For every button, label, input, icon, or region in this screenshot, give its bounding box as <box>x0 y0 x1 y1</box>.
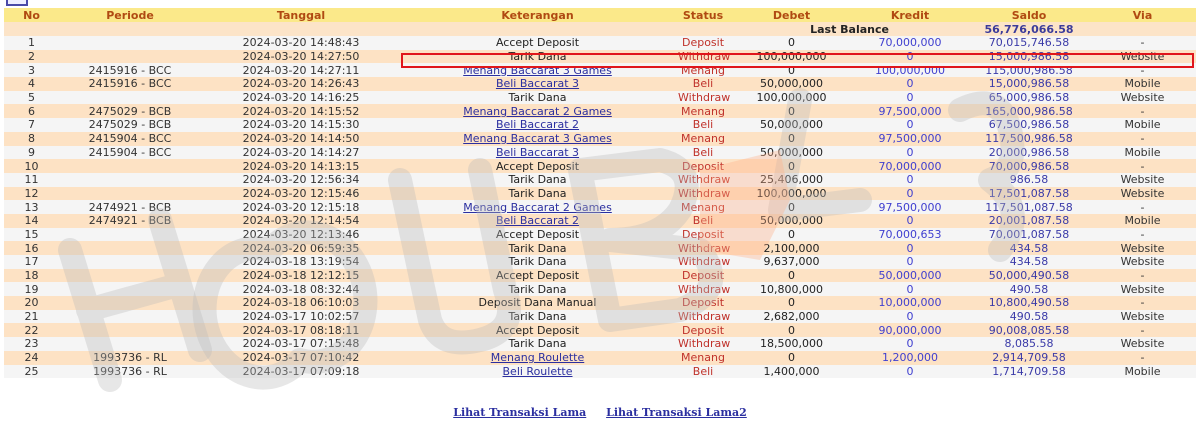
keterangan-link[interactable]: Menang Baccarat 3 Games <box>463 63 612 77</box>
row-status: Menang <box>674 132 732 146</box>
row-status: Menang <box>674 104 732 118</box>
row-tanggal: 2024-03-17 10:02:57 <box>201 310 401 324</box>
row-debet: 18,500,000 <box>732 337 851 351</box>
row-periode: 2415904 - BCC <box>59 146 201 160</box>
row-kredit: 0 <box>851 310 969 324</box>
row-debet: 10,800,000 <box>732 282 851 296</box>
keterangan-link[interactable]: Beli Baccarat 3 <box>495 145 580 159</box>
row-status: Deposit <box>674 296 732 310</box>
row-saldo: 65,000,986.58 <box>969 91 1089 105</box>
row-status: Deposit <box>674 269 732 283</box>
row-debet: 0 <box>732 228 851 242</box>
row-via: - <box>1089 323 1196 337</box>
row-keterangan: Tarik Dana <box>401 91 674 105</box>
row-periode: 1993736 - RL <box>59 351 201 365</box>
row-kredit: 0 <box>851 173 969 187</box>
row-tanggal: 2024-03-20 12:15:18 <box>201 200 401 214</box>
row-kredit: 50,000,000 <box>851 269 969 283</box>
table-row <box>4 36 1196 50</box>
row-status: Beli <box>674 365 732 379</box>
row-periode <box>59 187 201 201</box>
table-row <box>4 146 1196 160</box>
row-debet: 1,400,000 <box>732 365 851 379</box>
row-no: 7 <box>4 118 59 132</box>
row-keterangan <box>401 63 674 77</box>
row-keterangan: Tarik Dana <box>401 282 674 296</box>
row-via: Website <box>1089 282 1196 296</box>
row-tanggal: 2024-03-17 07:15:48 <box>201 337 401 351</box>
row-kredit: 97,500,000 <box>851 200 969 214</box>
table-row <box>4 173 1196 187</box>
row-keterangan: Tarik Dana <box>401 241 674 255</box>
keterangan-link[interactable]: Beli Baccarat 3 <box>495 77 580 91</box>
lihat-transaksi-lama-link[interactable]: Lihat Transaksi Lama <box>453 406 587 419</box>
table-row <box>4 132 1196 146</box>
table-row <box>4 214 1196 228</box>
row-no: 18 <box>4 269 59 283</box>
row-via: - <box>1089 132 1196 146</box>
table-row <box>4 118 1196 132</box>
row-saldo: 490.58 <box>969 310 1089 324</box>
row-via: Mobile <box>1089 77 1196 91</box>
row-kredit: 70,000,000 <box>851 159 969 173</box>
row-debet: 100,000,000 <box>732 91 851 105</box>
row-via: Mobile <box>1089 118 1196 132</box>
row-keterangan: Accept Deposit <box>401 159 674 173</box>
row-status: Withdraw <box>674 282 732 296</box>
row-debet: 100,000,000 <box>732 50 851 64</box>
row-periode <box>59 282 201 296</box>
row-via: Mobile <box>1089 214 1196 228</box>
row-kredit: 100,000,000 <box>851 63 969 77</box>
row-via: - <box>1089 269 1196 283</box>
row-tanggal: 2024-03-20 14:13:15 <box>201 159 401 173</box>
table-row <box>4 241 1196 255</box>
table-row <box>4 104 1196 118</box>
row-via: Website <box>1089 310 1196 324</box>
row-status: Withdraw <box>674 187 732 201</box>
row-saldo: 8,085.58 <box>969 337 1089 351</box>
row-via: - <box>1089 296 1196 310</box>
row-tanggal: 2024-03-20 12:56:34 <box>201 173 401 187</box>
row-tanggal: 2024-03-18 13:19:54 <box>201 255 401 269</box>
row-debet: 2,682,000 <box>732 310 851 324</box>
col-header-via: Via <box>1089 8 1196 22</box>
row-status: Deposit <box>674 323 732 337</box>
row-status: Deposit <box>674 36 732 50</box>
row-status: Withdraw <box>674 337 732 351</box>
row-saldo: 15,000,986.58 <box>969 50 1089 64</box>
row-no: 11 <box>4 173 59 187</box>
row-no: 3 <box>4 63 59 77</box>
row-no: 16 <box>4 241 59 255</box>
table-row <box>4 77 1196 91</box>
row-periode: 2474921 - BCB <box>59 200 201 214</box>
col-header-keterangan: Keterangan <box>401 8 674 22</box>
row-kredit: 1,200,000 <box>851 351 969 365</box>
row-debet: 0 <box>732 323 851 337</box>
row-no: 25 <box>4 365 59 379</box>
row-kredit: 0 <box>851 365 969 379</box>
row-keterangan <box>401 146 674 160</box>
row-status: Deposit <box>674 159 732 173</box>
table-row <box>4 50 1196 64</box>
row-keterangan: Accept Deposit <box>401 228 674 242</box>
row-periode: 2415916 - BCC <box>59 63 201 77</box>
col-header-status: Status <box>674 8 732 22</box>
row-status: Withdraw <box>674 255 732 269</box>
row-kredit: 0 <box>851 187 969 201</box>
row-debet: 0 <box>732 351 851 365</box>
row-via: Mobile <box>1089 365 1196 379</box>
row-tanggal: 2024-03-18 08:32:44 <box>201 282 401 296</box>
row-debet: 0 <box>732 200 851 214</box>
row-keterangan: Tarik Dana <box>401 337 674 351</box>
row-status: Beli <box>674 118 732 132</box>
row-kredit: 0 <box>851 118 969 132</box>
keterangan-link[interactable]: Menang Baccarat 3 Games <box>463 132 612 146</box>
row-debet: 0 <box>732 269 851 283</box>
keterangan-link[interactable]: Menang Baccarat 2 Games <box>463 200 612 214</box>
row-periode <box>59 310 201 324</box>
row-no: 9 <box>4 146 59 160</box>
row-periode: 2475029 - BCB <box>59 118 201 132</box>
row-saldo: 90,008,085.58 <box>969 323 1089 337</box>
row-debet: 50,000,000 <box>732 146 851 160</box>
table-row <box>4 255 1196 269</box>
row-keterangan: Tarik Dana <box>401 255 674 269</box>
row-periode <box>59 269 201 283</box>
row-kredit: 70,000,000 <box>851 36 969 50</box>
col-header-debet: Debet <box>732 8 851 22</box>
row-periode <box>59 323 201 337</box>
row-no: 15 <box>4 228 59 242</box>
row-status: Withdraw <box>674 241 732 255</box>
row-no: 17 <box>4 255 59 269</box>
row-debet: 50,000,000 <box>732 118 851 132</box>
row-tanggal: 2024-03-20 14:14:50 <box>201 132 401 146</box>
row-tanggal: 2024-03-18 06:10:03 <box>201 296 401 310</box>
row-via: Mobile <box>1089 146 1196 160</box>
row-keterangan <box>401 132 674 146</box>
row-keterangan: Deposit Dana Manual <box>401 296 674 310</box>
row-tanggal: 2024-03-20 12:13:46 <box>201 228 401 242</box>
row-status: Menang <box>674 351 732 365</box>
footer-links <box>0 406 1200 419</box>
row-keterangan: Accept Deposit <box>401 269 674 283</box>
row-tanggal: 2024-03-20 14:26:43 <box>201 77 401 91</box>
row-keterangan <box>401 77 674 91</box>
row-keterangan <box>401 200 674 214</box>
row-saldo: 434.58 <box>969 255 1089 269</box>
row-tanggal: 2024-03-20 14:48:43 <box>201 36 401 50</box>
row-via: Website <box>1089 255 1196 269</box>
row-via: Website <box>1089 241 1196 255</box>
keterangan-link[interactable]: Beli Baccarat 2 <box>495 214 580 228</box>
row-debet: 2,100,000 <box>732 241 851 255</box>
row-no: 1 <box>4 36 59 50</box>
row-periode: 2415916 - BCC <box>59 77 201 91</box>
row-status: Menang <box>674 200 732 214</box>
row-kredit: 70,000,653 <box>851 228 969 242</box>
row-debet: 50,000,000 <box>732 77 851 91</box>
row-keterangan: Tarik Dana <box>401 50 674 64</box>
row-keterangan <box>401 214 674 228</box>
last-balance-row <box>4 22 1196 36</box>
col-header-periode: Periode <box>59 8 201 22</box>
row-tanggal: 2024-03-17 07:10:42 <box>201 351 401 365</box>
row-saldo: 165,000,986.58 <box>969 104 1089 118</box>
row-no: 10 <box>4 159 59 173</box>
row-via: - <box>1089 63 1196 77</box>
row-no: 14 <box>4 214 59 228</box>
row-kredit: 90,000,000 <box>851 323 969 337</box>
row-debet: 0 <box>732 159 851 173</box>
row-kredit: 97,500,000 <box>851 104 969 118</box>
row-kredit: 0 <box>851 282 969 296</box>
row-status: Beli <box>674 214 732 228</box>
row-keterangan: Accept Deposit <box>401 323 674 337</box>
row-periode: 1993736 - RL <box>59 365 201 379</box>
row-tanggal: 2024-03-20 12:14:54 <box>201 214 401 228</box>
row-keterangan: Tarik Dana <box>401 310 674 324</box>
row-saldo: 1,714,709.58 <box>969 365 1089 379</box>
row-tanggal: 2024-03-17 08:18:11 <box>201 323 401 337</box>
table-row <box>4 310 1196 324</box>
row-saldo: 986.58 <box>969 173 1089 187</box>
col-header-saldo: Saldo <box>969 8 1089 22</box>
row-status: Withdraw <box>674 91 732 105</box>
row-kredit: 0 <box>851 50 969 64</box>
row-status: Beli <box>674 146 732 160</box>
table-header <box>4 8 1196 22</box>
row-via: Website <box>1089 337 1196 351</box>
row-periode <box>59 50 201 64</box>
row-saldo: 2,914,709.58 <box>969 351 1089 365</box>
row-via: - <box>1089 200 1196 214</box>
row-via: Website <box>1089 91 1196 105</box>
row-periode: 2474921 - BCB <box>59 214 201 228</box>
table-row <box>4 296 1196 310</box>
row-saldo: 115,000,986.58 <box>969 63 1089 77</box>
row-kredit: 0 <box>851 77 969 91</box>
row-no: 23 <box>4 337 59 351</box>
row-keterangan: Accept Deposit <box>401 36 674 50</box>
last-balance-empty <box>1089 22 1196 36</box>
row-keterangan: Tarik Dana <box>401 173 674 187</box>
row-tanggal: 2024-03-17 07:09:18 <box>201 365 401 379</box>
row-keterangan <box>401 104 674 118</box>
keterangan-link[interactable]: Menang Baccarat 2 Games <box>463 104 612 118</box>
row-saldo: 10,800,490.58 <box>969 296 1089 310</box>
row-status: Menang <box>674 63 732 77</box>
row-status: Beli <box>674 77 732 91</box>
row-via: Website <box>1089 187 1196 201</box>
keterangan-link[interactable]: Beli Roulette <box>502 364 573 378</box>
row-no: 4 <box>4 77 59 91</box>
row-tanggal: 2024-03-20 06:59:35 <box>201 241 401 255</box>
row-periode <box>59 296 201 310</box>
table-row <box>4 282 1196 296</box>
row-tanggal: 2024-03-20 14:27:50 <box>201 50 401 64</box>
keterangan-link[interactable]: Beli Baccarat 2 <box>495 118 580 132</box>
row-tanggal: 2024-03-20 14:15:30 <box>201 118 401 132</box>
row-via: - <box>1089 228 1196 242</box>
row-no: 12 <box>4 187 59 201</box>
row-debet: 0 <box>732 104 851 118</box>
row-via: - <box>1089 351 1196 365</box>
row-no: 21 <box>4 310 59 324</box>
row-periode <box>59 255 201 269</box>
row-debet: 9,637,000 <box>732 255 851 269</box>
row-saldo: 20,000,986.58 <box>969 146 1089 160</box>
row-kredit: 97,500,000 <box>851 132 969 146</box>
row-no: 20 <box>4 296 59 310</box>
row-periode <box>59 228 201 242</box>
transaction-table <box>4 8 1196 378</box>
row-via: - <box>1089 104 1196 118</box>
row-no: 5 <box>4 91 59 105</box>
row-tanggal: 2024-03-20 14:16:25 <box>201 91 401 105</box>
row-tanggal: 2024-03-20 14:15:52 <box>201 104 401 118</box>
table-row <box>4 228 1196 242</box>
row-periode <box>59 159 201 173</box>
row-no: 6 <box>4 104 59 118</box>
window-icon <box>6 0 28 6</box>
row-saldo: 490.58 <box>969 282 1089 296</box>
row-debet: 0 <box>732 132 851 146</box>
table-row <box>4 269 1196 283</box>
row-no: 13 <box>4 200 59 214</box>
row-no: 2 <box>4 50 59 64</box>
table-row <box>4 351 1196 365</box>
row-debet: 0 <box>732 63 851 77</box>
row-kredit: 0 <box>851 337 969 351</box>
row-keterangan: Tarik Dana <box>401 187 674 201</box>
row-kredit: 10,000,000 <box>851 296 969 310</box>
row-via: - <box>1089 36 1196 50</box>
row-kredit: 0 <box>851 214 969 228</box>
row-kredit: 0 <box>851 91 969 105</box>
row-no: 24 <box>4 351 59 365</box>
row-status: Withdraw <box>674 173 732 187</box>
row-periode <box>59 173 201 187</box>
row-saldo: 117,501,087.58 <box>969 200 1089 214</box>
row-periode <box>59 91 201 105</box>
row-keterangan <box>401 365 674 379</box>
row-debet: 100,000,000 <box>732 187 851 201</box>
row-debet: 0 <box>732 296 851 310</box>
row-kredit: 0 <box>851 241 969 255</box>
table-row <box>4 91 1196 105</box>
row-periode <box>59 36 201 50</box>
row-periode: 2415904 - BCC <box>59 132 201 146</box>
table-row <box>4 187 1196 201</box>
row-periode: 2475029 - BCB <box>59 104 201 118</box>
row-saldo: 70,015,746.58 <box>969 36 1089 50</box>
table-row <box>4 323 1196 337</box>
row-via: Website <box>1089 173 1196 187</box>
lihat-transaksi-lama2-link[interactable]: Lihat Transaksi Lama2 <box>606 406 747 419</box>
row-debet: 25,406,000 <box>732 173 851 187</box>
table-row <box>4 200 1196 214</box>
row-keterangan <box>401 351 674 365</box>
row-saldo: 70,001,087.58 <box>969 228 1089 242</box>
row-debet: 50,000,000 <box>732 214 851 228</box>
row-debet: 0 <box>732 36 851 50</box>
col-header-kredit: Kredit <box>851 8 969 22</box>
row-saldo: 17,501,087.58 <box>969 187 1089 201</box>
col-header-no: No <box>4 8 59 22</box>
last-balance-value: 56,776,066.58 <box>969 22 1089 36</box>
row-status: Deposit <box>674 228 732 242</box>
row-tanggal: 2024-03-20 14:14:27 <box>201 146 401 160</box>
row-kredit: 0 <box>851 255 969 269</box>
table-row <box>4 159 1196 173</box>
row-via: Website <box>1089 50 1196 64</box>
row-no: 8 <box>4 132 59 146</box>
row-tanggal: 2024-03-20 14:27:11 <box>201 63 401 77</box>
table-row <box>4 365 1196 379</box>
row-saldo: 70,000,986.58 <box>969 159 1089 173</box>
row-saldo: 20,001,087.58 <box>969 214 1089 228</box>
row-saldo: 434.58 <box>969 241 1089 255</box>
row-kredit: 0 <box>851 146 969 160</box>
row-saldo: 67,500,986.58 <box>969 118 1089 132</box>
row-no: 22 <box>4 323 59 337</box>
last-balance-label: Last Balance <box>4 22 969 36</box>
row-no: 19 <box>4 282 59 296</box>
row-tanggal: 2024-03-18 12:12:15 <box>201 269 401 283</box>
row-saldo: 117,500,986.58 <box>969 132 1089 146</box>
row-periode <box>59 241 201 255</box>
row-status: Withdraw <box>674 50 732 64</box>
row-periode <box>59 337 201 351</box>
col-header-tanggal: Tanggal <box>201 8 401 22</box>
row-status: Withdraw <box>674 310 732 324</box>
keterangan-link[interactable]: Menang Roulette <box>490 351 585 365</box>
table-row <box>4 337 1196 351</box>
row-saldo: 15,000,986.58 <box>969 77 1089 91</box>
row-tanggal: 2024-03-20 12:15:46 <box>201 187 401 201</box>
row-keterangan <box>401 118 674 132</box>
row-via: - <box>1089 159 1196 173</box>
table-row <box>4 63 1196 77</box>
row-saldo: 50,000,490.58 <box>969 269 1089 283</box>
